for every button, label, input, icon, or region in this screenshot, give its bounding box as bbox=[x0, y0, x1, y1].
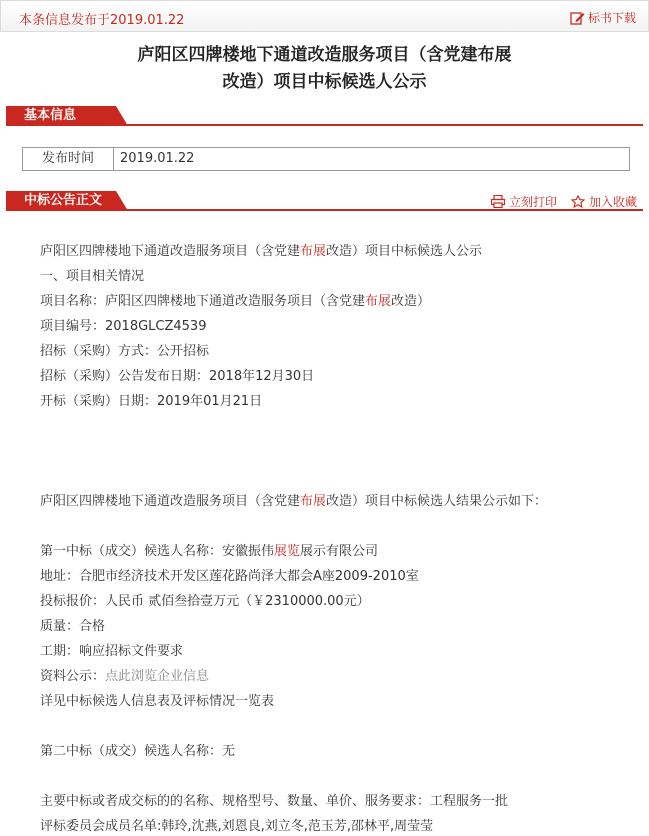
top-bar bbox=[0, 0, 649, 32]
text-segment: 改造） bbox=[391, 294, 431, 309]
text-segment: 展示有限公司 bbox=[300, 544, 379, 559]
highlight-text: 布展 bbox=[365, 294, 392, 309]
favorite-button[interactable] bbox=[571, 193, 637, 210]
content-second-candidate: 第二中标（成交）候选人名称：无 bbox=[40, 744, 236, 759]
highlight-text: 布展 bbox=[300, 244, 327, 259]
content-heading bbox=[40, 240, 482, 259]
content-project-name bbox=[40, 290, 430, 309]
text-segment: 改造）项目中标候选人公示 bbox=[326, 244, 483, 259]
content-documents bbox=[40, 665, 209, 684]
page-title-line-2: 改造）项目中标候选人公示 bbox=[222, 72, 427, 92]
text-segment: 庐阳区四牌楼地下通道改造服务项目（含党建 bbox=[40, 244, 301, 259]
favorite-label: 加入收藏 bbox=[588, 195, 637, 209]
printer-icon bbox=[491, 195, 505, 208]
print-button[interactable] bbox=[491, 193, 557, 210]
section-basic-info bbox=[6, 106, 643, 126]
content-quality: 质量：合格 bbox=[40, 619, 106, 634]
highlight-text: 布展 bbox=[300, 494, 327, 509]
text-segment: 改造）项目中标候选人结果公示如下： bbox=[326, 494, 548, 509]
text-segment: 庐阳区四牌楼地下通道改造服务项目（含党建 bbox=[40, 494, 301, 509]
text-segment: 第一中标（成交）候选人名称：安徽振伟 bbox=[40, 544, 275, 559]
content-duration: 工期：响应招标文件要求 bbox=[40, 644, 184, 659]
print-label: 立刻打印 bbox=[508, 195, 557, 209]
content-project-info-heading: 一、项目相关情况 bbox=[40, 269, 145, 284]
content-project-number: 项目编号：2018GLCZ4539 bbox=[40, 319, 207, 334]
text-segment: 项目名称：庐阳区四牌楼地下通道改造服务项目（含党建 bbox=[40, 294, 366, 309]
section-notice-body-title: 中标公告正文 bbox=[6, 191, 116, 211]
page-title bbox=[0, 42, 649, 96]
star-outline-icon bbox=[571, 195, 585, 208]
content-procurement-method: 招标（采购）方式：公开招标 bbox=[40, 344, 210, 359]
content-announcement-date: 招标（采购）公告发布日期：2018年12月30日 bbox=[40, 369, 315, 384]
edit-document-icon bbox=[570, 11, 585, 25]
download-tender-label: 标书下载 bbox=[587, 11, 636, 25]
content-first-candidate bbox=[40, 540, 378, 559]
browse-company-info-link[interactable]: 点此浏览企业信息 bbox=[105, 669, 210, 684]
basic-info-table bbox=[22, 147, 630, 171]
page-title-line-1: 庐阳区四牌楼地下通道改造服务项目（含党建布展 bbox=[137, 45, 512, 65]
content-details-note: 详见中标候选人信息表及评标情况一览表 bbox=[40, 694, 275, 709]
section-basic-info-title: 基本信息 bbox=[6, 106, 116, 126]
content-bid-opening-date: 开标（采购）日期：2019年01月21日 bbox=[40, 394, 263, 409]
content-committee-members: 评标委员会成员名单:韩玲,沈燕,刘恩良,刘立冬,范玉芳,邵林平,周莹莹 bbox=[40, 819, 434, 834]
publish-notice: 本条信息发布于2019.01.22 bbox=[19, 13, 185, 28]
publish-time-value: 2019.01.22 bbox=[120, 151, 195, 166]
publish-time-label: 发布时间 bbox=[23, 148, 114, 170]
download-tender-button[interactable] bbox=[570, 9, 636, 26]
highlight-text: 展览 bbox=[274, 544, 301, 559]
content-address: 地址：合肥市经济技术开发区莲花路尚泽大都会A座2009-2010室 bbox=[40, 569, 419, 584]
content-bid-price: 投标报价：人民币 贰佰叁拾壹万元（￥2310000.00元） bbox=[40, 594, 370, 609]
content-result-heading bbox=[40, 490, 547, 509]
content-main-subject: 主要中标或者成交标的的名称、规格型号、数量、单价、服务要求：工程服务一批 bbox=[40, 794, 509, 809]
notice-actions bbox=[491, 193, 637, 210]
text-segment: 资料公示： bbox=[40, 669, 106, 684]
